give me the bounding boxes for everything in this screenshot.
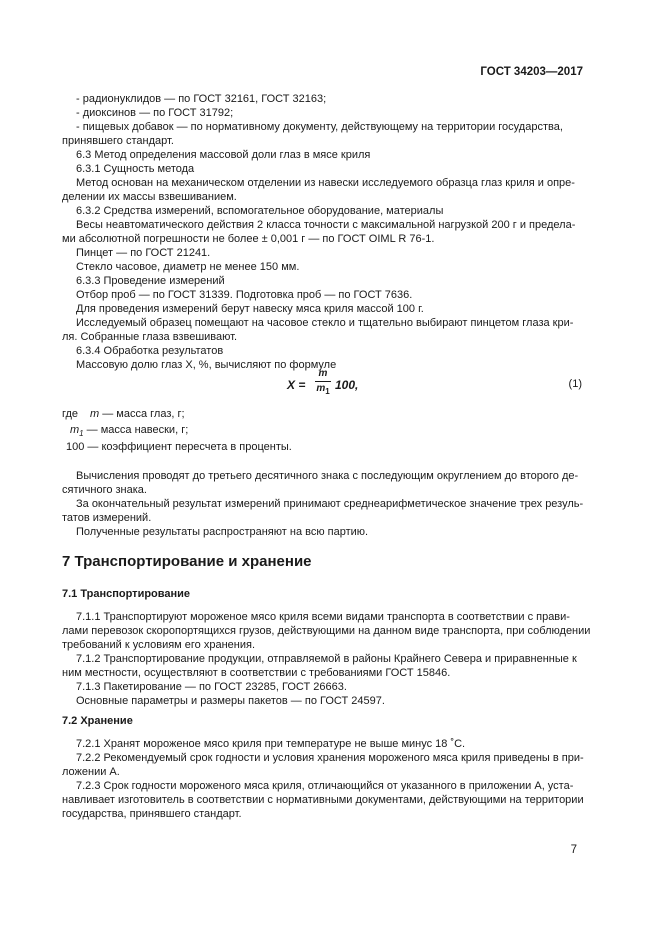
text-line: 7.1.1 Транспортируют мороженое мясо криля всеми видами транспорта в соответствии с прави- <box>76 611 570 623</box>
text-line: ля. Собранные глаза взвешивают. <box>62 331 238 343</box>
text-line: ми абсолютной погрешности не более ± 0,001 г — по ГОСТ OIML R 76-1. <box>62 233 435 245</box>
where-item: m — масса глаз, г; <box>90 408 185 420</box>
text-line: Стекло часовое, диаметр не менее 150 мм. <box>76 261 300 273</box>
text-line: - пищевых добавок — по нормативному документу, действующему на территории государства, <box>76 121 563 133</box>
subsection-heading: 6.3.3 Проведение измерений <box>76 275 225 287</box>
where-label: где <box>62 408 79 420</box>
text-line: Основные параметры и размеры пакетов — по ГОСТ 24597. <box>76 695 385 707</box>
text-line: - диоксинов — по ГОСТ 31792; <box>76 107 234 119</box>
text-line: ним местности, осуществляют в соответствии с требованиями ГОСТ 15846. <box>62 667 451 679</box>
equation-number: (1) <box>568 378 582 390</box>
where-item: 100 — коэффициент пересчета в проценты. <box>66 441 292 453</box>
formula-rhs: 100, <box>335 378 359 392</box>
text-line: принявшего стандарт. <box>62 135 174 147</box>
fraction-bar <box>315 381 331 382</box>
text-line: За окончательный результат измерений принимают среднеарифметическое значение трех резуль- <box>76 498 584 510</box>
text-line: сятичного знака. <box>62 484 147 496</box>
text-line: - радионуклидов — по ГОСТ 32161, ГОСТ 32163; <box>76 93 327 105</box>
text-line: лами перевозок скоропортящихся грузов, действующими на данном виде транспорта, при соблюдении <box>62 625 591 637</box>
text-line: Вычисления проводят до третьего десятичного знака с последующим округлением до второго де- <box>76 470 579 482</box>
formula-fraction <box>315 368 331 398</box>
text-line: Исследуемый образец помещают на часовое стекло и тщательно выбирают пинцетом глаза кри- <box>76 317 574 329</box>
text-line: 7.1.3 Пакетирование — по ГОСТ 23285, ГОСТ 26663. <box>76 681 347 693</box>
subsection-heading: 6.3.1 Сущность метода <box>76 163 195 175</box>
page-number: 7 <box>570 844 577 856</box>
text-line: ложении А. <box>62 766 120 778</box>
subsection-heading: 6.3.2 Средства измерений, вспомогательное оборудование, материалы <box>76 205 444 217</box>
text-line: навливает изготовитель в соответствии с нормативными документами, действующими на территории <box>62 794 584 806</box>
text-line: 7.2.2 Рекомендуемый срок годности и условия хранения мороженого мяса криля приведены в при- <box>76 752 584 764</box>
subsection-heading: 6.3.4 Обработка результатов <box>76 345 224 357</box>
text-line: Массовую долю глаз X, %, вычисляют по формуле <box>76 359 337 371</box>
section-heading-6-3: 6.3 Метод определения массовой доли глаз в мясе криля <box>76 149 371 161</box>
where-item: $m_1$ — масса навески, г; <box>70 424 189 439</box>
subsection-title-7-1: 7.1 Транспортирование <box>62 588 191 600</box>
text-line: Пинцет — по ГОСТ 21241. <box>76 247 211 259</box>
formula-numerator: m <box>318 368 328 379</box>
text-line: делении их массы взвешиванием. <box>62 191 237 203</box>
text-line: требований к условиям его хранения. <box>62 639 256 651</box>
text-line: Весы неавтоматического действия 2 класса точности с максимальной нагрузкой 200 г и предела- <box>76 219 576 231</box>
text-line: 7.2.1 Хранят мороженое мясо криля при температуре не выше минус 18 ˚С. <box>76 738 466 750</box>
text-line: Отбор проб — по ГОСТ 31339. Подготовка проб — по ГОСТ 7636. <box>76 289 413 301</box>
formula-lhs: X = <box>287 378 306 392</box>
text-line: Для проведения измерений берут навеску мяса криля массой 100 г. <box>76 303 424 315</box>
text-line: Метод основан на механическом отделении из навески исследуемого образца глаз криля и опре- <box>76 177 575 189</box>
standard-header: ГОСТ 34203—2017 <box>480 66 583 78</box>
text-line: татов измерений. <box>62 512 152 524</box>
text-line: государства, принявшего стандарт. <box>62 808 242 820</box>
section-title-7: 7 Транспортирование и хранение <box>62 553 312 570</box>
formula-denominator: $m_1$ <box>316 383 330 396</box>
text-line: Полученные результаты распространяют на всю партию. <box>76 526 369 538</box>
subsection-title-7-2: 7.2 Хранение <box>62 715 133 727</box>
text-line: 7.1.2 Транспортирование продукции, отправляемой в районы Крайнего Севера и приравненные к <box>76 653 577 665</box>
text-line: 7.2.3 Срок годности мороженого мяса криля, отличающийся от указанного в приложении А, уста- <box>76 780 574 792</box>
